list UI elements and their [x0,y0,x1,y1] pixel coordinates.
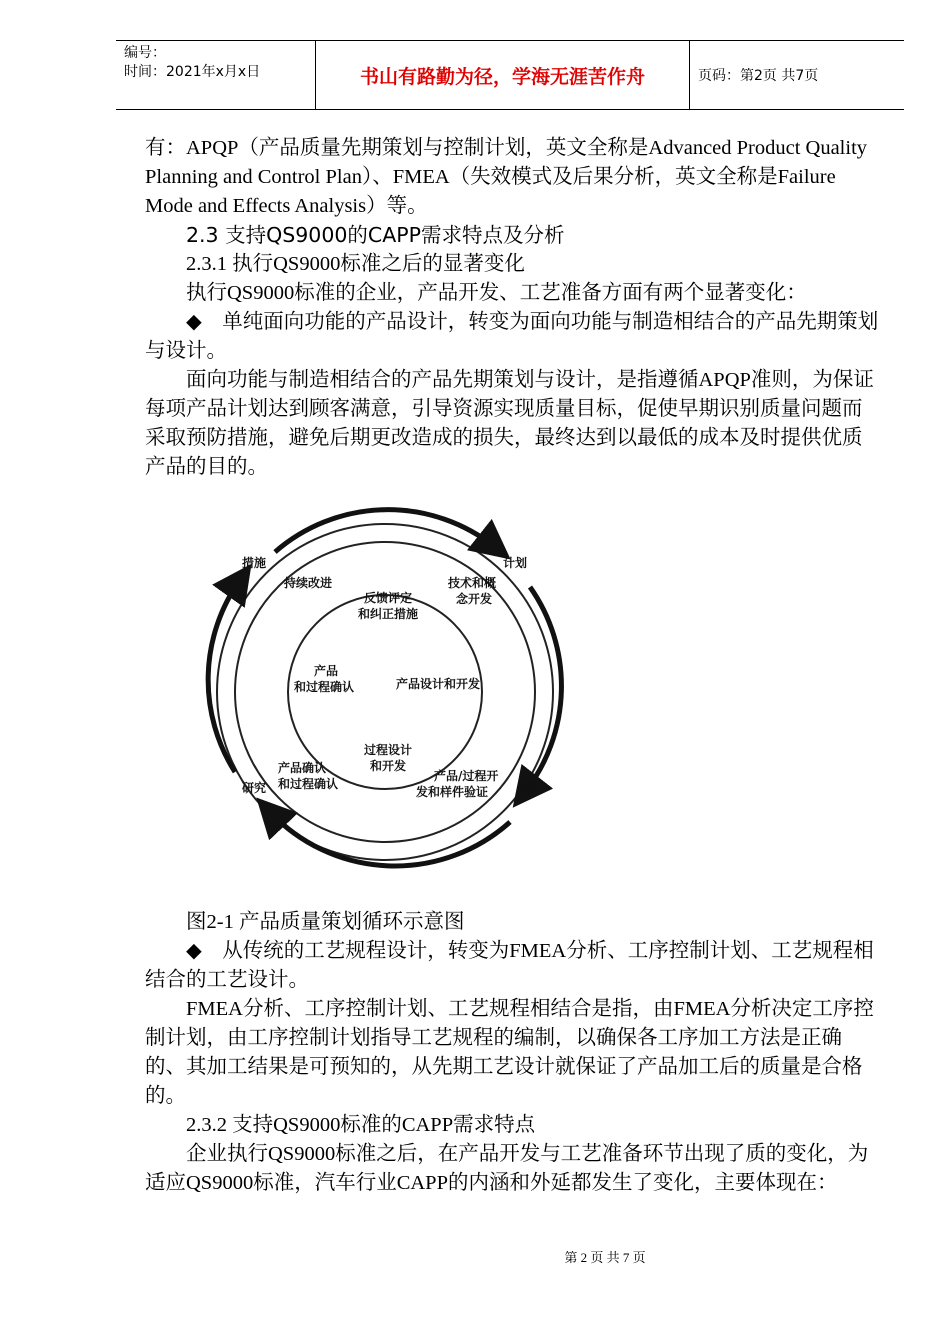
arrow-top [275,510,495,552]
label-process-2: 和开发 [370,759,407,773]
section-heading: 2.3 支持QS9000的CAPP需求特点及分析 [186,223,565,247]
figure-caption: 图2-1 产品质量策划循环示意图 [186,911,465,933]
header-meta [116,41,316,109]
label-tech-concept-1: 技术和概 [448,576,497,590]
header-page-info: 页码：第2页 共7页 [698,68,819,84]
paragraph: FMEA分析、工序控制计划、工艺规程相结合是指，由FMEA分析决定工序控制计划，由工序控制计划指导工艺规程的编制，以确保各工序加工方法是正确的、其加工结果是可预知的，从先期工艺设计就保证了产品加工后的质量是合格的。 [145,998,874,1107]
label-process-1: 过程设计 [364,743,413,757]
paragraph: 企业执行QS9000标准之后，在产品开发与工艺准备环节出现了质的变化，为适应QS9000标准，汽车行业CAPP的内涵和外延都发生了变化，主要体现在： [145,1143,869,1194]
header-motto: 书山有路勤为径，学海无涯苦作舟 [316,41,690,109]
paragraph: 有：APQP（产品质量先期策划与控制计划，英文全称是Advanced Product Quality Planning and Control Plan）、FMEA（失效模式及后果分析，英文全称是Failure Mode and Effects Analysis）等。 [145,137,868,217]
label-prototype-2: 发和样件验证 [416,785,489,799]
page-header [116,40,904,110]
label-plan: 计划 [503,556,528,570]
time-label: 时间：2021年x月x日 [124,64,261,80]
subsection-heading: 2.3.1 执行QS9000标准之后的显著变化 [186,253,525,275]
label-validation-2: 和过程确认 [278,777,339,791]
quality-planning-cycle-diagram [180,492,600,882]
label-design-dev: 产品设计和开发 [396,677,481,691]
arrow-right [525,587,561,792]
body-text-top [145,134,880,482]
footer-page-number: 第 2 页 共 7 页 [564,1250,646,1265]
label-do: 实施 [518,781,543,795]
bullet-item: ◆ 单纯面向功能的产品设计，转变为面向功能与制造相结合的产品先期策划与设计。 [145,311,879,362]
page-footer [0,1247,950,1266]
label-measures: 措施 [242,556,267,570]
label-feedback-2: 和纠正措施 [358,607,419,621]
bullet-item: ◆ 从传统的工艺规程设计，转变为FMEA分析、工序控制计划、工艺规程相结合的工艺设计。 [145,940,874,991]
label-study: 研究 [242,781,267,795]
label-product-1: 产品 [314,664,339,678]
label-prototype-1: 产品/过程开 [434,769,499,783]
number-label: 编号： [124,45,166,61]
outer-ring [217,524,553,860]
paragraph: 执行QS9000标准的企业，产品开发、工艺准备方面有两个显著变化： [186,282,807,304]
label-feedback-1: 反馈评定 [364,591,413,605]
paragraph: 面向功能与制造相结合的产品先期策划与设计，是指遵循APQP准则，为保证每项产品计划达到顾客满意，引导资源实现质量目标，促使早期识别质量问题而采取预防措施，避免后期更改造成的损失，最终达到以最低的成本及时提供优质产品的目的。 [145,369,874,478]
body-text-bottom [145,908,880,1198]
label-tech-concept-2: 念开发 [456,592,493,606]
label-continuous-improvement: 持续改进 [284,576,333,590]
label-product-2: 和过程确认 [294,680,355,694]
subsection-heading: 2.3.2 支持QS9000标准的CAPP需求特点 [186,1114,536,1136]
label-validation-1: 产品确认 [278,761,327,775]
